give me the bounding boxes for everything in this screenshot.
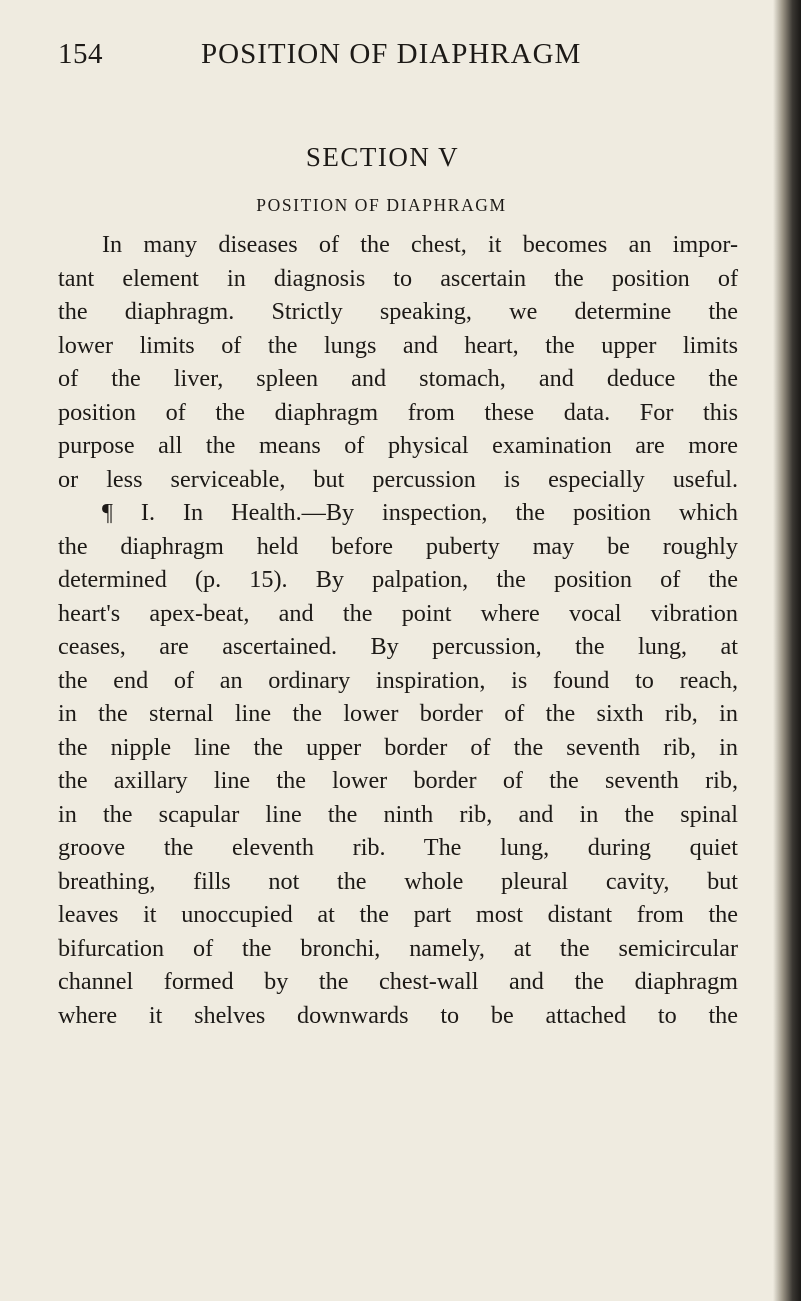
text-line: ¶ I. In Health.—By inspection, the position which (102, 499, 738, 526)
section-subheading (0, 195, 801, 216)
text-line: groove the eleventh rib. The lung, during quiet (58, 834, 738, 861)
text-line: the diaphragm held before puberty may be roughly (58, 532, 738, 560)
text-line: ceases, are ascertained. By percussion, the lung, at (58, 633, 738, 660)
running-title: POSITION OF DIAPHRAGM (201, 38, 582, 70)
running-head (58, 38, 758, 78)
text-line: the diaphragm. Strictly speaking, we determine the (58, 298, 738, 325)
text-line: purpose all the means of physical examination are more (58, 432, 738, 459)
section-heading-text: SECTION V (305, 142, 460, 172)
text-line: of the liver, spleen and stomach, and deduce the (58, 365, 738, 392)
text-line: channel formed by the chest-wall and the diaphragm (58, 968, 738, 995)
text-line: or less serviceable, but percussion is especially useful. (58, 465, 738, 493)
text-line: lower limits of the lungs and heart, the upper limits (58, 331, 738, 359)
text-line: tant element in diagnosis to ascertain the position of (58, 264, 738, 292)
text-line: the nipple line the upper border of the seventh rib, in (58, 733, 738, 761)
text-line: where it shelves downwards to be attached to the (58, 1001, 738, 1029)
page-number: 154 (58, 38, 103, 70)
text-line: the axillary line the lower border of the seventh rib, (58, 767, 738, 794)
text-line: heart's apex-beat, and the point where vocal vibration (58, 599, 738, 627)
text-line: position of the diaphragm from these data. For this (58, 398, 738, 426)
text-line: In many diseases of the chest, it becomes an impor- (102, 231, 738, 258)
text-line: in the sternal line the lower border of the sixth rib, in (58, 700, 738, 727)
text-line: determined (p. 15). By palpation, the position of the (58, 566, 738, 593)
text-line: bifurcation of the bronchi, namely, at the semicircular (58, 934, 738, 962)
text-line: leaves it unoccupied at the part most distant from the (58, 901, 738, 928)
text-line: breathing, fills not the whole pleural cavity, but (58, 867, 738, 895)
text-line: the end of an ordinary inspiration, is found to reach, (58, 666, 738, 694)
text-line: in the scapular line the ninth rib, and in the spinal (58, 800, 738, 828)
body-text (58, 228, 738, 1032)
page-edge-shadow (773, 0, 801, 1301)
section-subheading-text: POSITION OF DIAPHRAGM (256, 195, 507, 215)
section-heading (0, 142, 801, 173)
